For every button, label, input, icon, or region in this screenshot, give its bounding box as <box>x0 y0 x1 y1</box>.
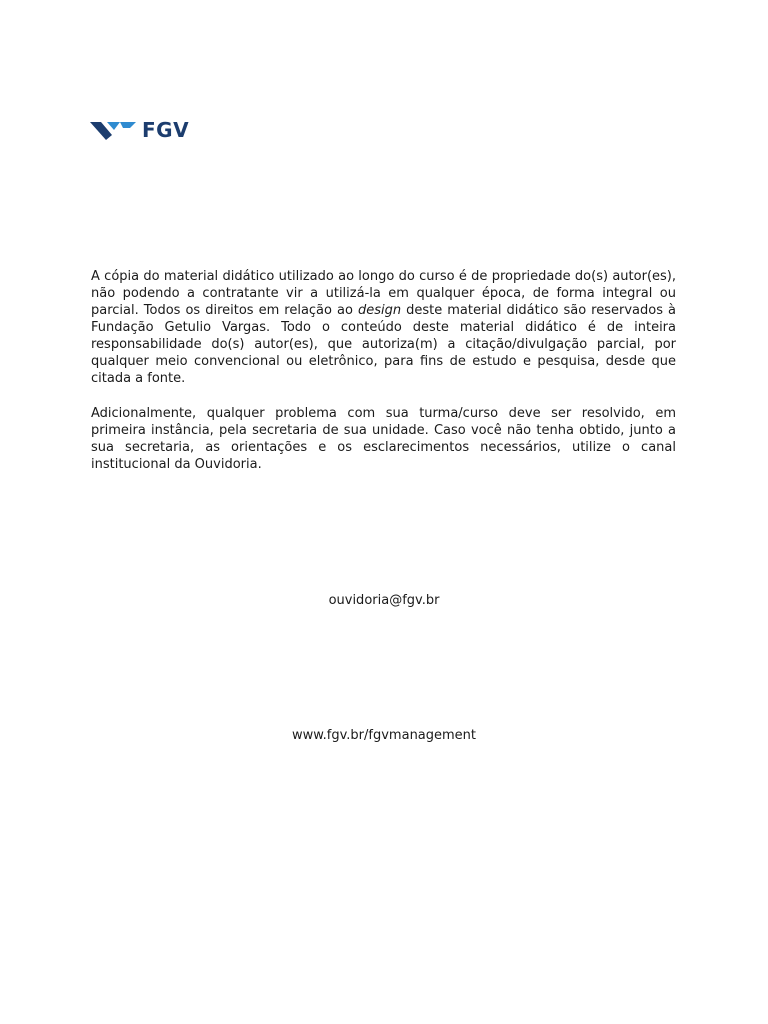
copyright-paragraph <box>91 268 676 387</box>
ombudsman-email-link[interactable]: ouvidoria@fgv.br <box>328 593 440 608</box>
copyright-text-end: deste material didático são reservados à Fundação Getulio Vargas. Todo o conteúdo deste material didático é de inteira responsabilidade do(s) autor(es), que autoriza(m) a citação/divulgação parcial, por qualquer meio convencional ou eletrônico, para fins de estudo e pesquisa, desde que citada a fonte. <box>91 303 676 386</box>
copyright-text-start: A cópia do material didático utilizado ao longo do curso é de propriedade do(s) autor(es), não podendo a contratante vir a utilizá-la em qualquer época, de forma integral ou parcial. Todos os direitos em relação ao <box>91 269 676 318</box>
fgv-logo-mark-icon <box>90 119 138 141</box>
ombudsman-paragraph: Adicionalmente, qualquer problema com sua turma/curso deve ser resolvido, em primeira instância, pela secretaria de sua unidade. Caso você não tenha obtido, junto a sua secretaria, as orientações e os esclarecimentos necessários, utilize o canal institucional da Ouvidoria. <box>91 406 676 472</box>
website-link[interactable]: www.fgv.br/fgvmanagement <box>291 728 477 743</box>
logo-text: FGV <box>142 118 190 142</box>
design-emphasis: design <box>357 303 402 318</box>
fgv-logo <box>90 119 189 141</box>
